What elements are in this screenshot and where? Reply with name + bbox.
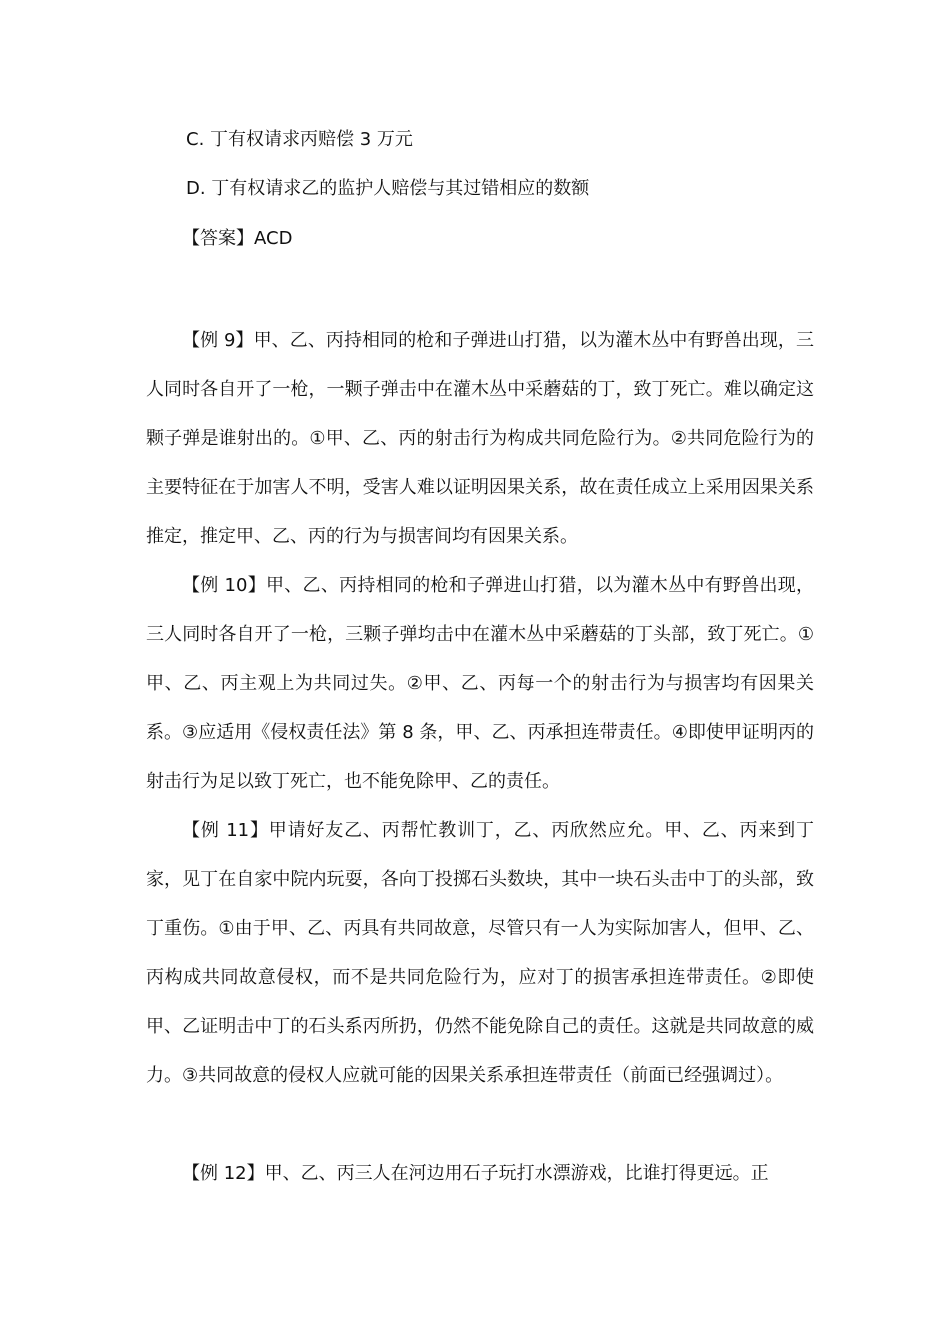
example-9-paragraph: 【例 9】甲、乙、丙持相同的枪和子弹进山打猎，以为灌木丛中有野兽出现，三人同时各自开了一枪，一颗子弹击中在灌木丛中采蘑菇的丁，致丁死亡。难以确定这颗子弹是谁射出的。①甲、乙、丙的射击行为构成共同危险行为。②共同危险行为的主要特征在于加害人不明，受害人难以证明因果关系，故在责任成立上采用因果关系推定，推定甲、乙、丙的行为与损害间均有因果关系。	[146, 330, 814, 547]
option-c: C. 丁有权请求丙赔偿 3 万元	[186, 129, 413, 150]
option-d: D. 丁有权请求乙的监护人赔偿与其过错相应的数额	[186, 178, 590, 199]
example-10-paragraph: 【例 10】甲、乙、丙持相同的枪和子弹进山打猎，以为灌木丛中有野兽出现，三人同时各自开了一枪，三颗子弹均击中在灌木丛中采蘑菇的丁头部，致丁死亡。①甲、乙、丙主观上为共同过失。②甲、乙、丙每一个的射击行为与损害均有因果关系。③应适用《侵权责任法》第 8 条，甲、乙、丙承担连带责任。④即使甲证明丙的射击行为足以致丁死亡，也不能免除甲、乙的责任。	[146, 575, 814, 792]
example-11-paragraph: 【例 11】甲请好友乙、丙帮忙教训丁，乙、丙欣然应允。甲、乙、丙来到丁家，见丁在自家中院内玩耍，各向丁投掷石头数块，其中一块石头击中丁的头部，致丁重伤。①由于甲、乙、丙具有共同故意，尽管只有一人为实际加害人，但甲、乙、丙构成共同故意侵权，而不是共同危险行为，应对丁的损害承担连带责任。②即使甲、乙证明击中丁的石头系丙所扔，仍然不能免除自己的责任。这就是共同故意的威力。③共同故意的侵权人应就可能的因果关系承担连带责任（前面已经强调过）。	[146, 820, 814, 1086]
example-12-paragraph: 【例 12】甲、乙、丙三人在河边用石子玩打水漂游戏，比谁打得更远。正	[182, 1163, 769, 1184]
answer-line: 【答案】ACD	[182, 228, 293, 249]
